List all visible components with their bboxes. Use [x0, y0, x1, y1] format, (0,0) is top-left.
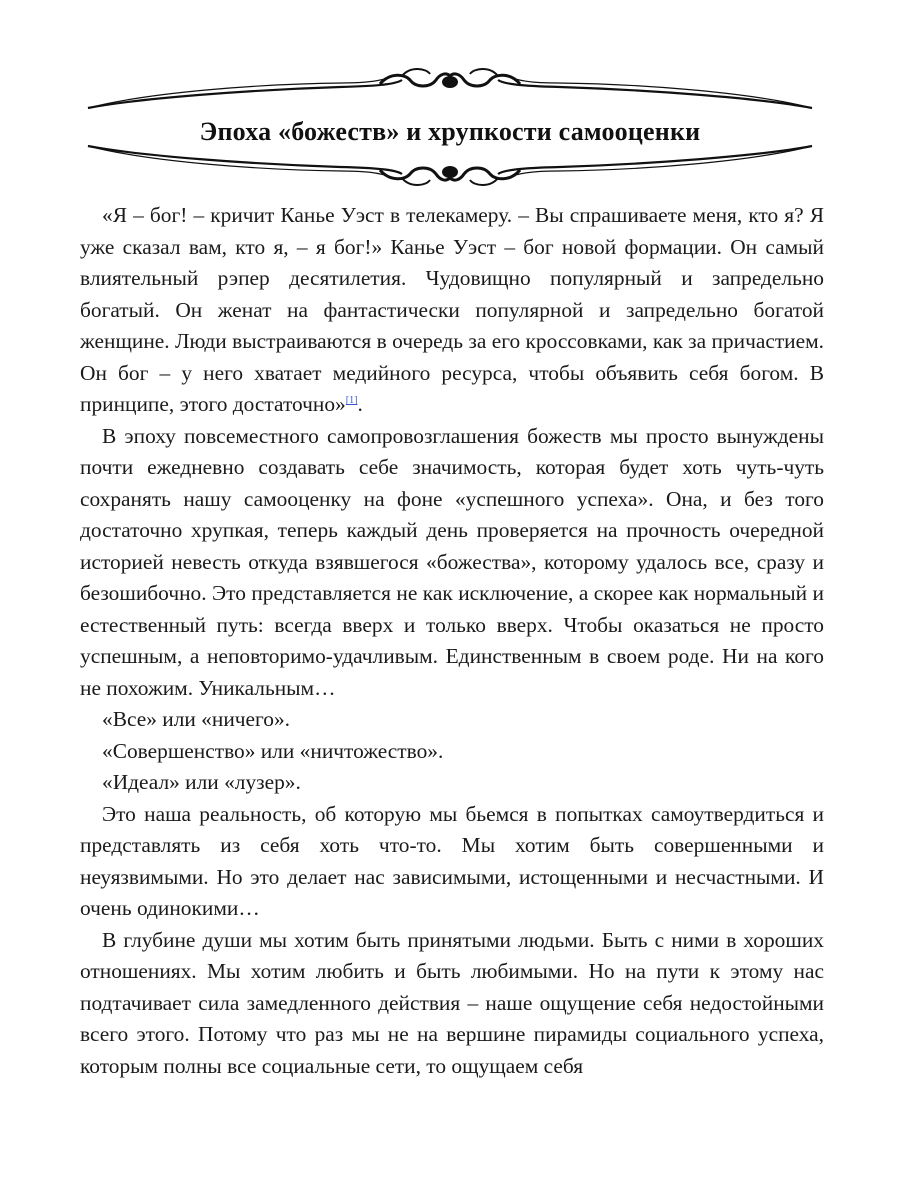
paragraph: Это наша реальность, об которую мы бьемся в попытках самоутвердиться и представлять из себя хоть что-то. Мы хотим быть совершенными и неуязвимыми. Но это делает нас зависимыми, истощенными и несчастными. И очень одинокими…	[80, 801, 824, 920]
paragraph-tail: .	[357, 392, 363, 416]
paragraph	[80, 200, 824, 421]
paragraph: В эпоху повсеместного самопровозглашения божеств мы просто вынуждены почти ежедневно создавать себе значимость, которая будет хоть чуть-чуть сохранять нашу самооценку на фоне «успешного успеха». Она, и без того достаточно хрупкая, теперь каждый день проверяется на прочность очередной историей невесть откуда взявшегося «божества», которому удалось все, сразу и безошибочно. Это представляется не как исключение, а скорее как нормальный и естественный путь: всегда вверх и только вверх. Чтобы оказаться не просто успешным, а неповторимо-удачливым. Единственным в своем роде. Ни на кого не похожим. Уникальным…	[80, 423, 824, 700]
paragraph: «Идеал» или «лузер».	[102, 770, 301, 794]
paragraph: «Совершенство» или «ничтожество».	[102, 738, 444, 763]
paragraph-text: «Я – бог! – кричит Канье Уэст в телекамеру. – Вы спрашиваете меня, кто я? Я уже сказал вам, кто я, – я бог!» Канье Уэст – бог новой формации. Он самый влиятельный рэпер десятилетия. Чудовищно популярный и запредельно богатый. Он женат на фантастически популярной и запредельно богатой женщине. Люди выстраиваются в очередь за его кроссовками, как за причастием. Он бог – у него хватает медийного ресурса, чтобы объявить себя богом. В принципе, этого достаточно»	[80, 203, 824, 416]
chapter-title: Эпоха «божеств» и хрупкости самооценки	[199, 117, 701, 146]
chapter-header	[80, 62, 820, 192]
footnote-link[interactable]: [1]	[345, 394, 358, 406]
paragraph: «Все» или «ничего».	[102, 707, 290, 731]
paragraph: В глубине души мы хотим быть принятыми людьми. Быть с ними в хороших отношениях. Мы хотим любить и быть любимыми. Но на пути к этому нас подтачивает сила замедленного действия – наше ощущение себя недостойными всего этого. Потому что раз мы не на вершине пирамиды социального успеха, которым полны все социальные сети, то ощущаем себя	[80, 927, 824, 1078]
chapter-body	[80, 200, 824, 1082]
